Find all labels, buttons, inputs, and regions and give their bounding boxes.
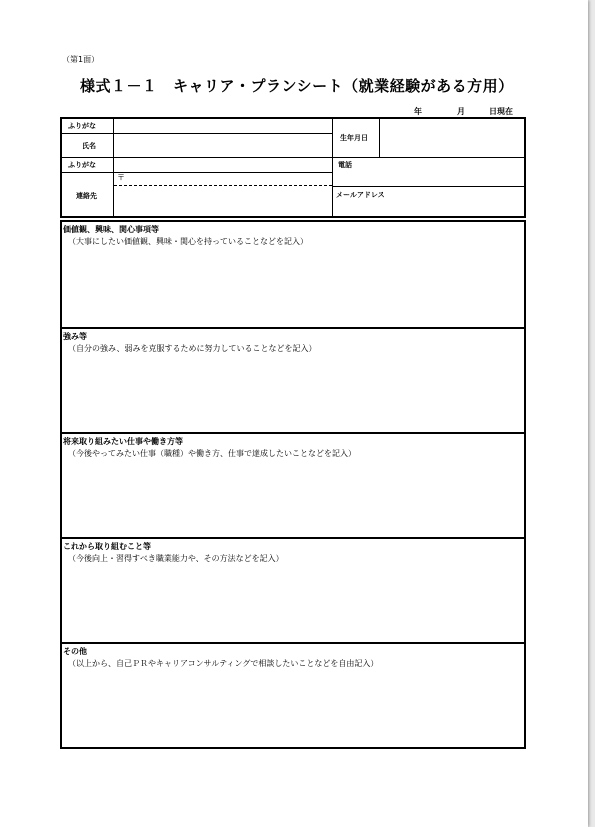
section-values-interests (60, 222, 526, 327)
page-number-label: （第1面） (62, 55, 100, 64)
date-as-of-label: 日現在 (489, 107, 513, 116)
date-year-label: 年 (414, 107, 422, 116)
email-label: メールアドレス (336, 191, 385, 199)
section-description: （大事にしたい価値観、興味・関心を持っていることなどを記入） (68, 237, 308, 246)
section-title: その他 (63, 647, 87, 656)
personal-info-table (60, 117, 526, 218)
section-description: （以上から、自己ＰＲやキャリアコンサルティングで相談したいことなどを自由記入） (68, 659, 379, 668)
postal-code-divider (114, 185, 332, 186)
postal-mark-icon: 〒 (117, 173, 125, 182)
section-title: 将来取り組みたい仕事や働き方等 (63, 437, 183, 446)
form-bottom-border (60, 747, 526, 749)
furigana-label: ふりがな (68, 122, 96, 130)
section-future-work (60, 434, 526, 537)
date-month-label: 月 (457, 107, 465, 116)
section-next-actions (60, 539, 526, 642)
section-description: （今後やってみたい仕事（職種）や働き方、仕事で達成したいことなどを記入） (68, 449, 356, 458)
section-title: 強み等 (63, 332, 87, 341)
birthdate-label: 生年月日 (340, 134, 368, 142)
phone-label: 電話 (338, 161, 352, 169)
section-other (60, 644, 526, 747)
name-label: 氏名 (82, 142, 96, 150)
section-description: （自分の強み、弱みを克服するために努力していることなどを記入） (68, 344, 317, 353)
section-title: 価値観、興味、関心事項等 (63, 225, 159, 234)
document-title: 様式１－１ キャリア・プランシート（就業経験がある方用） (80, 77, 514, 95)
section-title: これから取り組むこと等 (63, 542, 151, 551)
section-description: （今後向上・習得すべき職業能力や、その方法などを記入） (68, 554, 284, 563)
furigana-label-contact: ふりがな (68, 161, 96, 169)
section-strengths (60, 329, 526, 432)
contact-label: 連絡先 (76, 192, 97, 200)
